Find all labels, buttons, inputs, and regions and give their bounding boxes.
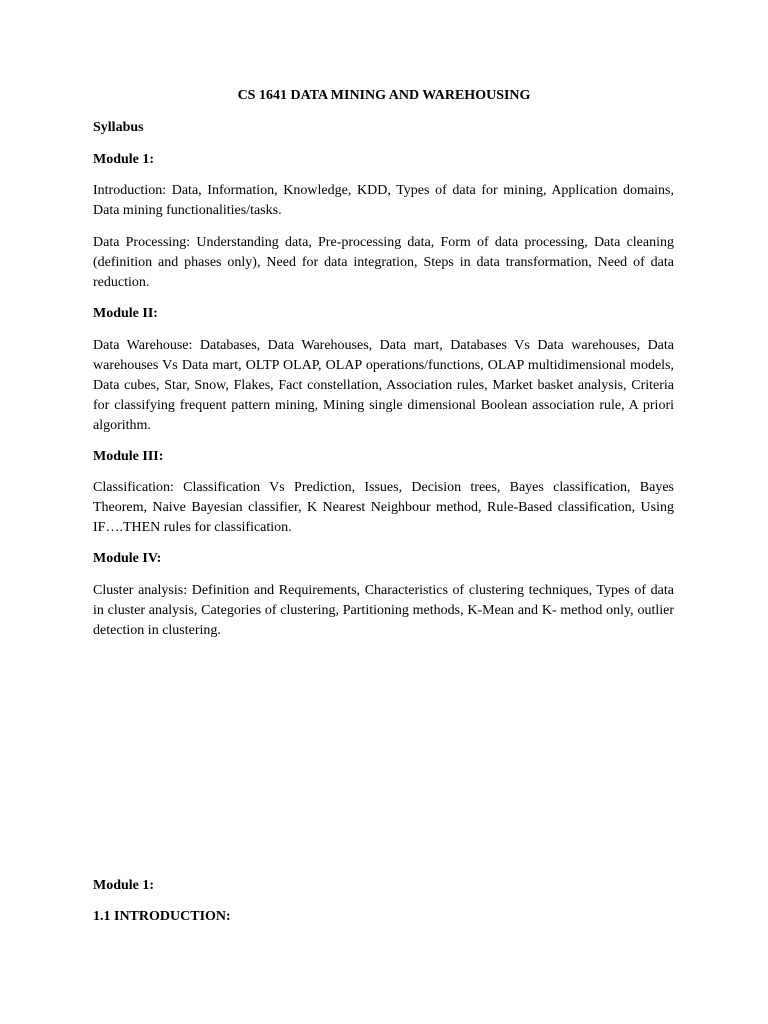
module-2-paragraph: Data Warehouse: Databases, Data Warehouses, Data mart, Databases Vs Data warehouses, Data warehouses Vs Data mart, OLTP OLAP, OLAP operations/functions, OLAP multidimensional models, Data cubes, Star, Snow, Flakes, Fact constellation, Association rules, Market basket analysis, Criteria for classifying frequent pattern mining, Mining single dimensional Boolean association rule, A priori algorithm.: [93, 338, 674, 433]
module-1-heading: Module 1:: [93, 152, 155, 167]
section-module-1-heading: Module 1:: [93, 878, 155, 893]
module-2-heading: Module II:: [93, 306, 158, 321]
module-1-introduction-paragraph: Introduction: Data, Information, Knowledge, KDD, Types of data for mining, Application domains, Data mining functionalities/tasks.: [93, 183, 674, 218]
module-1-data-processing-paragraph: Data Processing: Understanding data, Pre-processing data, Form of data processing, Data cleaning (definition and phases only), Need for data integration, Steps in data transformation, Need of data reduction.: [93, 235, 674, 290]
module-3-paragraph: Classification: Classification Vs Prediction, Issues, Decision trees, Bayes classification, Bayes Theorem, Naive Bayesian classifier, K Nearest Neighbour method, Rule-Based classification, Using IF….THEN rules for classification.: [93, 480, 674, 535]
module-4-paragraph: Cluster analysis: Definition and Requirements, Characteristics of clustering techniques, Types of data in cluster analysis, Categories of clustering, Partitioning methods, K-Mean and K- method only, outlier detection in clustering.: [93, 583, 674, 638]
document-title: CS 1641 DATA MINING AND WAREHOUSING: [237, 88, 531, 103]
syllabus-heading: Syllabus: [93, 120, 144, 135]
module-3-heading: Module III:: [93, 449, 164, 464]
module-4-heading: Module IV:: [93, 551, 162, 566]
section-introduction-heading: 1.1 INTRODUCTION:: [93, 909, 231, 924]
